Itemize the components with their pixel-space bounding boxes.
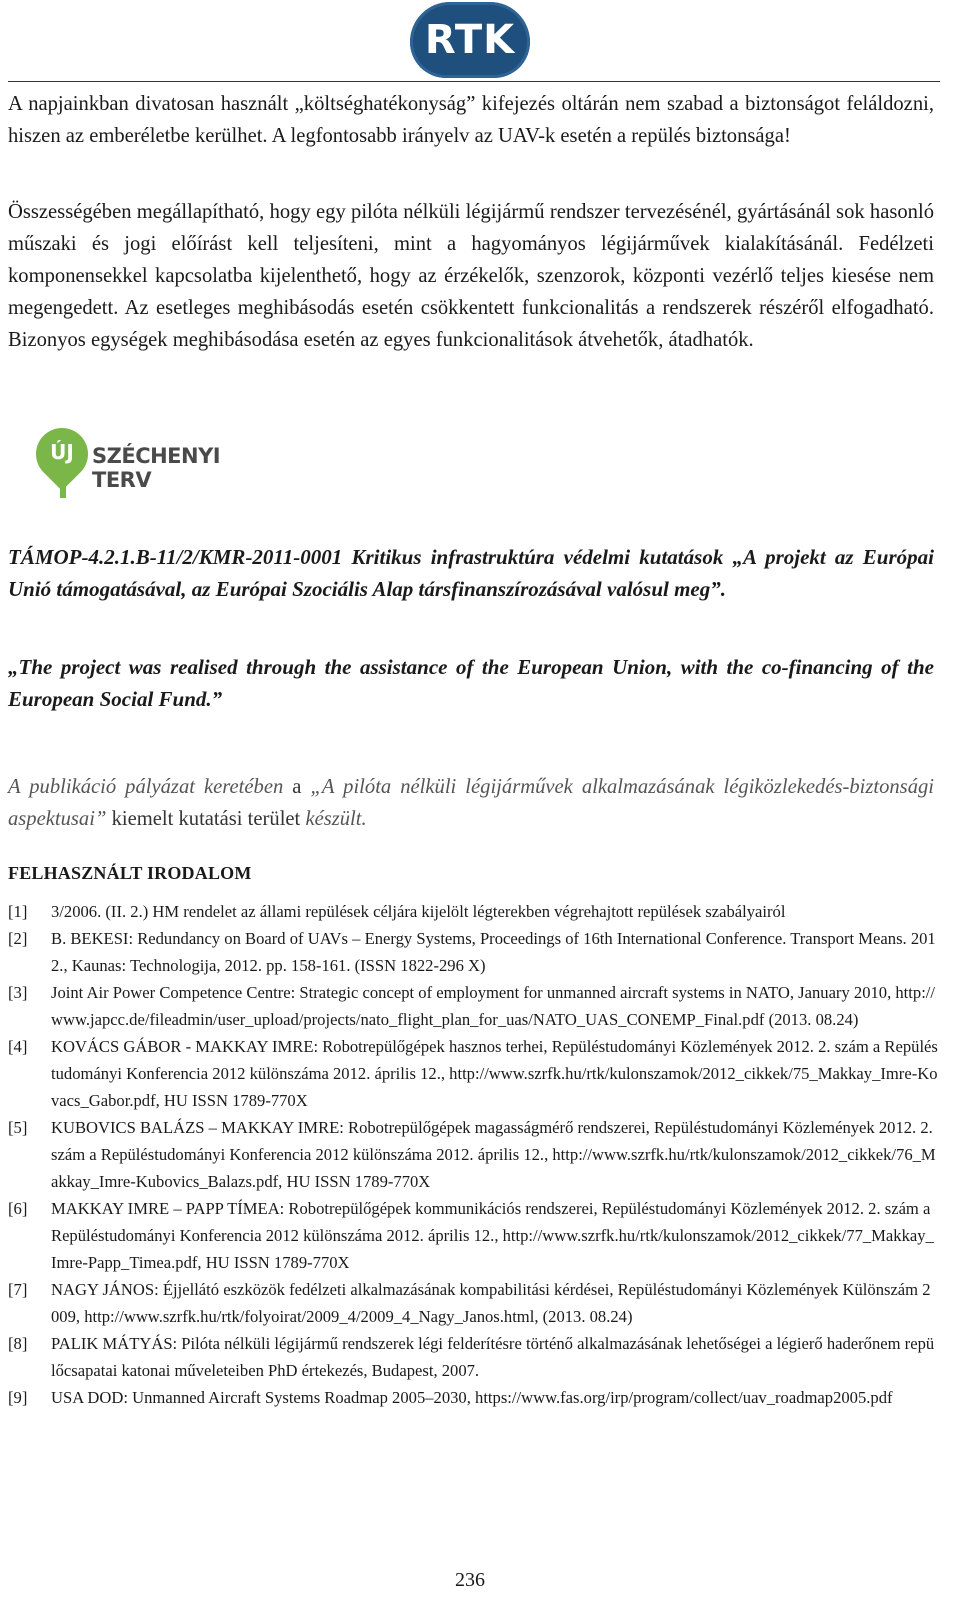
reference-item (8, 1114, 938, 1195)
reference-number: [9] (8, 1388, 28, 1407)
body-paragraph-1: A napjainkban divatosan használt „költséghatékonyság” kifejezés oltárán nem szabad a biztonságot feláldozni, hiszen az emberéletbe kerülhet. A legfontosabb irányelv az UAV-k esetén a repülés biztonsága! (8, 93, 934, 147)
reference-item (8, 898, 938, 925)
reference-number: [2] (8, 929, 28, 948)
header-rule (8, 81, 940, 82)
project-acknowledgement-english: „The project was realised through the assistance of the European Union, with the co-financing of the European Social Fund.” (8, 655, 934, 711)
reference-item (8, 1330, 938, 1384)
reference-number: [6] (8, 1199, 28, 1218)
publication-note-middle-1: a (292, 776, 302, 798)
reference-text: NAGY JÁNOS: Éjjellátó eszközök fedélzeti alkalmazásának kompabilitási kérdései, Repüléstudományi Közlemények Különszám 2009, http://www.szrfk.hu/rtk/folyoirat/2009_4/2009_4_Nagy_Janos.html, (2013. 08.24) (51, 1280, 931, 1326)
reference-text: USA DOD: Unmanned Aircraft Systems Roadmap 2005–2030, https://www.fas.org/irp/program/collect/uav_roadmap2005.pdf (51, 1388, 893, 1407)
reference-text: KOVÁCS GÁBOR - MAKKAY IMRE: Robotrepülőgépek hasznos terhei, Repüléstudományi Közlemények 2012. 2. szám a Repüléstudományi Konferencia 2012 különszáma 2012. április 12., http://www.szrfk.hu/rtk/kulonszamok/2012_cikkek/75_Makkay_Imre-Kovacs_Gabor.pdf, HU ISSN 1789-770X (51, 1037, 938, 1110)
reference-item (8, 1276, 938, 1330)
szechenyi-mark-text: ÚJ (50, 440, 74, 464)
reference-text: PALIK MÁTYÁS: Pilóta nélküli légijármű rendszerek légi felderítésre történő alkalmazásának lehetőségei a légierő haderőnem repülőcsapatai katonai műveleteiben PhD értekezés, Budapest, 2007. (51, 1334, 935, 1380)
rtk-logo (410, 2, 530, 78)
publication-note (8, 771, 934, 835)
szechenyi-logo-text: SZÉCHENYI TERV (92, 444, 221, 492)
publication-note-prefix: A publikáció pályázat keretében (8, 776, 284, 798)
publication-note-middle-2: kiemelt kutatási terület (111, 808, 301, 830)
reference-item (8, 1033, 938, 1114)
reference-text: KUBOVICS BALÁZS – MAKKAY IMRE: Robotrepülőgépek magasságmérő rendszerei, Repüléstudományi Közlemények 2012. 2. szám a Repüléstudományi Konferencia 2012 különszáma 2012. április 12., http://www.szrfk.hu/rtk/kulonszamok/2012_cikkek/76_Makkay_Imre-Kubovics_Balazs.pdf, HU ISSN 1789-770X (51, 1118, 936, 1191)
reference-number: [8] (8, 1334, 28, 1353)
reference-item (8, 925, 938, 979)
reference-text: B. BEKESI: Redundancy on Board of UAVs – Energy Systems, Proceedings of 16th International Conference. Transport Means. 2012., Kaunas: Technologija, 2012. pp. 158-161. (ISSN 1822-296 X) (51, 929, 936, 975)
tamop-acknowledgement: TÁMOP-4.2.1.B-11/2/KMR-2011-0001 Kritikus infrastruktúra védelmi kutatások „A projekt az Európai Unió támogatásával, az Európai Szociális Alap társfinanszírozásával valósul meg”. (8, 545, 934, 601)
reference-item (8, 1195, 938, 1276)
reference-number: [1] (8, 902, 28, 921)
szechenyi-pin-stem (60, 468, 66, 498)
body-paragraph-2: Összességében megállapítható, hogy egy pilóta nélküli légijármű rendszer tervezésénél, gyártásánál sok hasonló műszaki és jogi előírást kell teljesíteni, mint a hagyományos légijárművek kialakításánál. Fedélzeti komponensekkel kapcsolatba kijelenthető, hogy az érzékelők, szenzorok, központi vezérlő teljes kiesése nem megengedett. Az esetleges meghibásodás esetén csökkentett funkcionalitás a rendszerek részéről elfogadható. Bizonyos egységek meghibásodása esetén az egyes funkcionalitások átvehetők, átadhatók. (8, 201, 934, 351)
publication-note-title: „A pilóta nélküli légijárművek alkalmazásának légiközlekedés-biztonsági aspektusai” (8, 776, 935, 830)
references-list (8, 898, 938, 1411)
references-heading: FELHASZNÁLT IRODALOM (8, 863, 252, 883)
reference-number: [3] (8, 983, 28, 1002)
reference-item (8, 1384, 938, 1411)
publication-note-suffix: készült. (305, 808, 367, 830)
reference-text: 3/2006. (II. 2.) HM rendelet az állami repülések céljára kijelölt légterekben végrehajtott repülések szabályairól (51, 902, 786, 921)
rtk-logo-text: RTK (424, 17, 516, 63)
page-number: 236 (455, 1569, 485, 1591)
reference-number: [7] (8, 1280, 28, 1299)
reference-text: MAKKAY IMRE – PAPP TÍMEA: Robotrepülőgépek kommunikációs rendszerei, Repüléstudományi Közlemények 2012. 2. szám a Repüléstudományi Konferencia 2012 különszáma 2012. április 12., http://www.szrfk.hu/rtk/kulonszamok/2012_cikkek/77_Makkay_Imre-Papp_Timea.pdf, HU ISSN 1789-770X (51, 1199, 934, 1272)
reference-text: Joint Air Power Competence Centre: Strategic concept of employment for unmanned aircraft systems in NATO, January 2010, http://www.japcc.de/fileadmin/user_upload/projects/nato_flight_plan_for_uas/NATO_UAS_CONEMP_Final.pdf (2013. 08.24) (51, 983, 936, 1029)
reference-number: [5] (8, 1118, 28, 1137)
reference-item (8, 979, 938, 1033)
szechenyi-terv-logo (36, 428, 276, 504)
reference-number: [4] (8, 1037, 28, 1056)
